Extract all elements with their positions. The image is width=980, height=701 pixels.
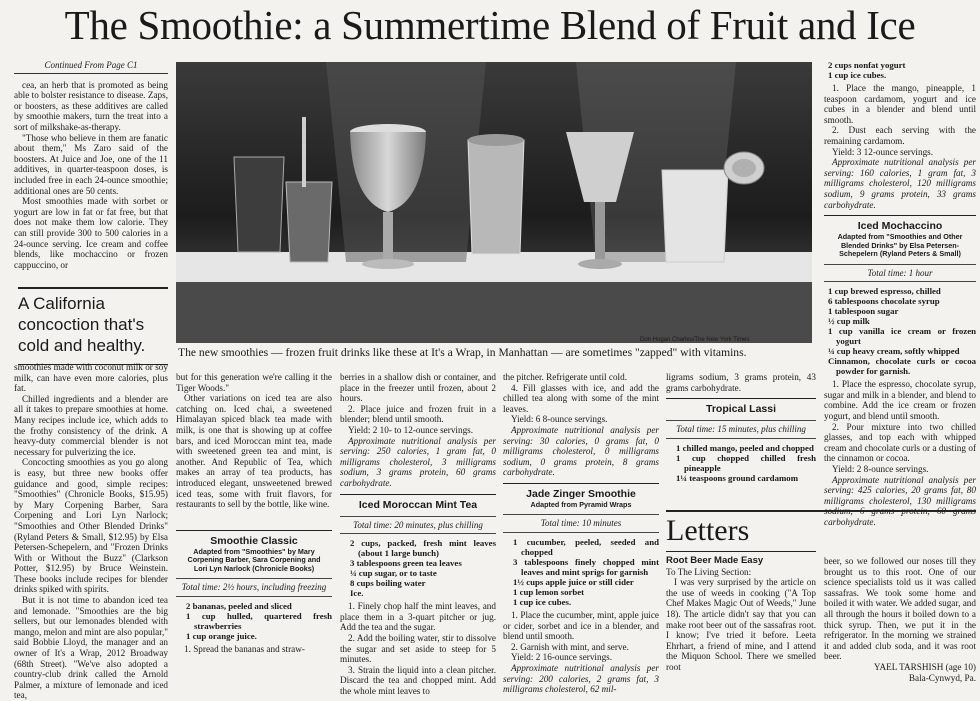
ingredient: 1¼ teaspoons ground cardamom: [676, 472, 799, 483]
ingredient: 1 chilled mango, peeled and chopped: [676, 442, 814, 453]
column-4: [503, 372, 659, 695]
column-3: [340, 372, 496, 696]
recipe-step: 2. Dust each serving with the remaining cardamom.: [824, 125, 976, 146]
paragraph: "Those who believe in them are fanatic about them," Ms Zaro said of the boosters. At Juice and Joe, one of the 11 additives, in quarter-teaspoon doses, is included free in each 24-ounce smoothie; additional ones are 50 cents.: [14, 132, 168, 196]
recipe-title: Jade Zinger Smoothie: [526, 487, 636, 500]
ingredient: 1 tablespoon sugar: [828, 306, 899, 317]
recipe-divider: [666, 398, 816, 399]
recipe-source: Adapted from Pyramid Wraps: [530, 499, 632, 509]
headline: The Smoothie: a Summertime Blend of Fruit and Ice: [64, 2, 916, 48]
ingredient: 1 cup hulled, quartered fresh strawberries: [186, 610, 332, 631]
recipe-time: Total time: 1 hour: [824, 264, 976, 283]
recipe-time: Total time: 15 minutes, plus chilling: [666, 420, 816, 439]
smoothie-photo: [176, 62, 812, 343]
recipe-title: Iced Mochaccino: [857, 220, 943, 233]
pull-quote: A California concoction that's cold and healthy.: [18, 287, 168, 365]
ingredient: ¼ cup heavy cream, softly whipped: [828, 346, 960, 357]
ingredient-list: [828, 286, 976, 376]
letters-rule: [666, 551, 816, 552]
ingredient: 6 tablespoons chocolate syrup: [828, 296, 940, 307]
recipe-step: 3. Strain the liquid into a clean pitcher. Discard the tea and chopped mint. Add the whole mint leaves to: [340, 664, 496, 696]
letter-subhead: Root Beer Made Easy: [666, 555, 764, 566]
nutrition: Approximate nutritional analysis per serving: 250 calories, 1 gram fat, 0 milligrams cholesterol, 3 milligrams sodium, 3 grams protein, 60 grams carbohydrate.: [340, 435, 496, 488]
recipe-step: 1. Spread the bananas and straw-: [184, 643, 305, 654]
paragraph: smoothies made with coconut milk or soy milk, can have even more calories, plus fat.: [14, 362, 168, 394]
photo-credit: Don Hogan Charles/The New York Times: [640, 337, 750, 343]
letter-body: beer, so we followed our noses till they brought us to this root. One of our science specialists told us it was called sassafras. We took some home and boiled it with water. We added sugar, and all through the hours it boiled down to a thick syrup. Then, we put it in the refrigerator. In the morning we strained it and added club soda, and it was root beer.: [824, 556, 976, 662]
ingredient: 1 cucumber, peeled, seeded and chopped: [513, 537, 659, 558]
paragraph: Chilled ingredients and a blender are all it takes to prepare smoothies at home. Many recipes include ice, which adds to the frothy consistency of the drink. A heavy-duty commercial blender is not necessary for pulverizing the ice.: [14, 393, 168, 457]
ingredient-list: [350, 538, 496, 598]
paragraph: berries in a shallow dish or container, and place in the freezer until frozen, about 2 hours.: [340, 372, 496, 404]
ingredient-list: [513, 537, 659, 607]
recipe-step: Yield: 2 16-ounce servings.: [511, 652, 613, 663]
ingredient: 1½ cups apple juice or still cider: [513, 577, 634, 588]
continued-line: Continued From Page C1: [14, 60, 168, 74]
recipe-time: Total time: 20 minutes, plus chilling: [340, 516, 496, 535]
column-6: [824, 60, 976, 527]
recipe-time: Total time: 10 minutes: [503, 514, 659, 533]
paragraph: Yield: 6 8-ounce servings.: [511, 414, 608, 425]
ingredient: 3 tablespoons green tea leaves: [350, 558, 462, 569]
nutrition: Approximate nutritional analysis per serving: 425 calories, 20 grams fat, 80 milligrams cholesterol, 130 milligrams carbohydrate.: [824, 474, 976, 527]
column-2: [176, 372, 332, 674]
ingredient: 1 cup chopped chilled fresh pineapple: [676, 452, 816, 473]
paragraph: Concocting smoothies as you go along is easy, but three new books offer guidance and good, simple recipes: "Smoothies" (Chronicle Books, $15.95) by Mary Corpening Barber, Sara Corpening and Lori Lyn Narlock; "Smoothies and Other Blended Drinks" (Ryland Peters & Small, $12.95) by Elsa Petersen-Schepelern, and "Frozen Drinks With or Without the Buzz" (Clarkson Potter, $12.95) by Bruce Weinstein. These books include recipes for blender drinks spiked with spirits.: [14, 457, 168, 595]
paragraph: Other variations on iced tea are also catching on. Iced chai, a sweetened Himalayan spiced black tea made with milk, is one that is showing up at coffee bars, and iced Moroccan mint tea, made with sweetened green tea and mint, is another. And Republic of Tea, which makes an array of tea products, has introduced elegant, unsweetened brewed iced teas, some with fruit flavors, for restaurants to sell by the bottle, like wine.: [176, 393, 332, 510]
recipe-divider: [176, 530, 332, 531]
ingredient: 1 cup brewed espresso, chilled: [828, 286, 941, 297]
recipe-divider: [824, 215, 976, 216]
recipe-step: Yield: 2 8-ounce servings.: [832, 463, 929, 474]
letter-left: [666, 556, 816, 674]
ingredient: 2 cups nonfat yogurt: [828, 60, 906, 70]
paragraph: ligrams sodium, 3 grams protein, 43 grams carbohydrate.: [666, 372, 816, 393]
paragraph: cea, an herb that is promoted as being able to bolster resistance to disease. Zaps, or boosters, as these additives are called by smoothie makers, turn the treat into a sort of milkshake-as-therapy.: [14, 79, 168, 132]
ingredient: ½ cup milk: [828, 316, 870, 327]
letter-signature: YAEL TARSHISH (age 10): [873, 661, 976, 672]
recipe-source: Adapted from "Smoothies and Other Blended Drinks" by Elsa Petersen-Schepelern (Ryland Peters & Small): [837, 232, 963, 259]
nutrition: Approximate nutritional analysis per serving: 30 calories, 0 grams fat, 0 milligrams cholesterol, 0 milligrams sodium, 0 grams protein, 8 grams carbohydrate.: [503, 424, 659, 478]
recipe-step: 1. Place the cucumber, mint, apple juice or cider, sorbet and ice in a blender, and blend until smooth.: [503, 610, 659, 642]
letter-location: Bala-Cynwyd, Pa.: [908, 672, 976, 683]
recipe-step: 1. Place the mango, pineapple, 1 teaspoon cardamom, yogurt and ice cubes in a blender and blend until smooth.: [824, 83, 976, 125]
ingredient-list: [676, 443, 816, 483]
ingredient: 2 bananas, peeled and sliced: [186, 600, 292, 611]
paragraph: 4. Fill glasses with ice, and add the chilled tea along with some of the mint leaves.: [503, 382, 659, 414]
letters-heading: Letters: [666, 514, 750, 547]
paragraph: But it is not time to abandon iced tea and lemonade. "Smoothies are the big sellers, but our lemonades blended with mango, melon and mint are also popular," said Bobbie Lloyd, the manager and an owner of It's a Wrap, 2012 Broadway (68th Street). "We've also adopted a country-club drink called the Arnold Palmer, a mixture of lemonade and iced tea,: [14, 595, 168, 701]
recipe-step: 1. Finely chop half the mint leaves, and place them in a 3-quart pitcher or jug. Add the tea and the sugar.: [340, 601, 496, 633]
recipe-time: Total time: 2½ hours, including freezing: [176, 578, 332, 597]
ingredient-list: [828, 60, 976, 80]
nutrition: Approximate nutritional analysis per serving: 160 calories, 1 gram fat, 3 milligrams cholesterol, 120 milligrams sodium, 9 grams protein, 33 grams carbohydrate.: [824, 157, 976, 210]
paragraph: but for this generation we're calling it the Tiger Woods.": [176, 372, 332, 393]
column-1-top: [14, 60, 168, 284]
ingredient: 1 cup vanilla ice cream or frozen yogurt: [828, 326, 976, 347]
recipe-step: 2. Garnish with mint, and serve.: [511, 641, 629, 652]
ingredient: 1 cup orange juice.: [186, 630, 257, 641]
ingredient: 1 cup ice cubes.: [513, 597, 572, 608]
paragraph: the pitcher. Refrigerate until cold.: [503, 372, 627, 382]
ingredient: 3 tablespoons finely chopped mint leaves and mint sprigs for garnish: [513, 557, 659, 578]
column-5: [666, 372, 816, 508]
recipe-title: Tropical Lassi: [705, 403, 777, 416]
letters-top-rule: [666, 510, 976, 512]
ingredient-list: [186, 601, 332, 641]
ingredient: Cinnamon, chocolate curls or cocoa powder for garnish.: [828, 356, 976, 377]
nutrition: Approximate nutritional analysis per serving: 200 calories, 2 grams fat, 3 milligrams cholesterol, 62 mil-: [503, 663, 659, 695]
ingredient: 1 cup ice cubes.: [828, 70, 887, 80]
letter-body: I was very surprised by the article on the use of weeds in cooking ("A Top Chef Makes Magic Out of Weeds," June 18). The article didn't say that you can make root beer out of the sassafras root. I know; I've tried it before. Leeta Ehrhart, a friend of mine, and I attend the Miquon School. There we smelled root: [666, 577, 816, 672]
recipe-title: Smoothie Classic: [210, 534, 298, 547]
letter-right: [824, 556, 976, 683]
recipe-step: 2. Pour mixture into two chilled glasses, and top each with whipped cream and chocolate curls or a dusting of the cinnamon or cocoa.: [824, 421, 976, 464]
ingredient: Ice.: [350, 588, 364, 599]
paragraph: 2. Place juice and frozen fruit in a blender; blend until smooth.: [340, 403, 496, 425]
column-1-bottom: [14, 362, 168, 701]
recipe-title: Iced Moroccan Mint Tea: [358, 498, 478, 511]
photo-caption: The new smoothies — frozen fruit drinks like these at It's a Wrap, in Manhattan — are sometimes "zapped" with vitamins.: [178, 346, 747, 359]
recipe-step: Yield: 3 12-ounce servings.: [832, 146, 934, 157]
recipe-step: 2. Add the boiling water, stir to dissolve the sugar and set aside to steep for 5 minutes.: [340, 632, 496, 665]
recipe-divider: [340, 494, 496, 495]
paragraph: Yield: 2 10- to 12-ounce servings.: [348, 424, 474, 435]
ingredient: 8 cups boiling water: [350, 578, 426, 589]
recipe-step: 1. Place the espresso, chocolate syrup, sugar and milk in a blender, and blend to combine. Add the ice cream or frozen yogurt, and blend until smooth.: [824, 379, 976, 421]
paragraph: Most smoothies made with sorbet or yogurt are low in fat or fat free, but that does not make them low calorie. They can still provide 300 to 500 calories in a 24-ounce serving. Ice cream and coffee blends, like mochaccino or frozen cappuccino, or: [14, 196, 168, 270]
ingredient: ¼ cup sugar, or to taste: [350, 568, 437, 579]
ingredient: 1 cup lemon sorbet: [513, 587, 585, 598]
recipe-divider: [503, 483, 659, 484]
recipe-source: Adapted from "Smoothies" by Mary Corpening Barber, Sara Corpening and Lori Lyn Narlock (Chronicle Books): [187, 546, 321, 573]
letter-salutation: To The Living Section:: [666, 566, 752, 577]
ingredient: 2 cups, packed, fresh mint leaves (about 1 large bunch): [350, 538, 496, 559]
